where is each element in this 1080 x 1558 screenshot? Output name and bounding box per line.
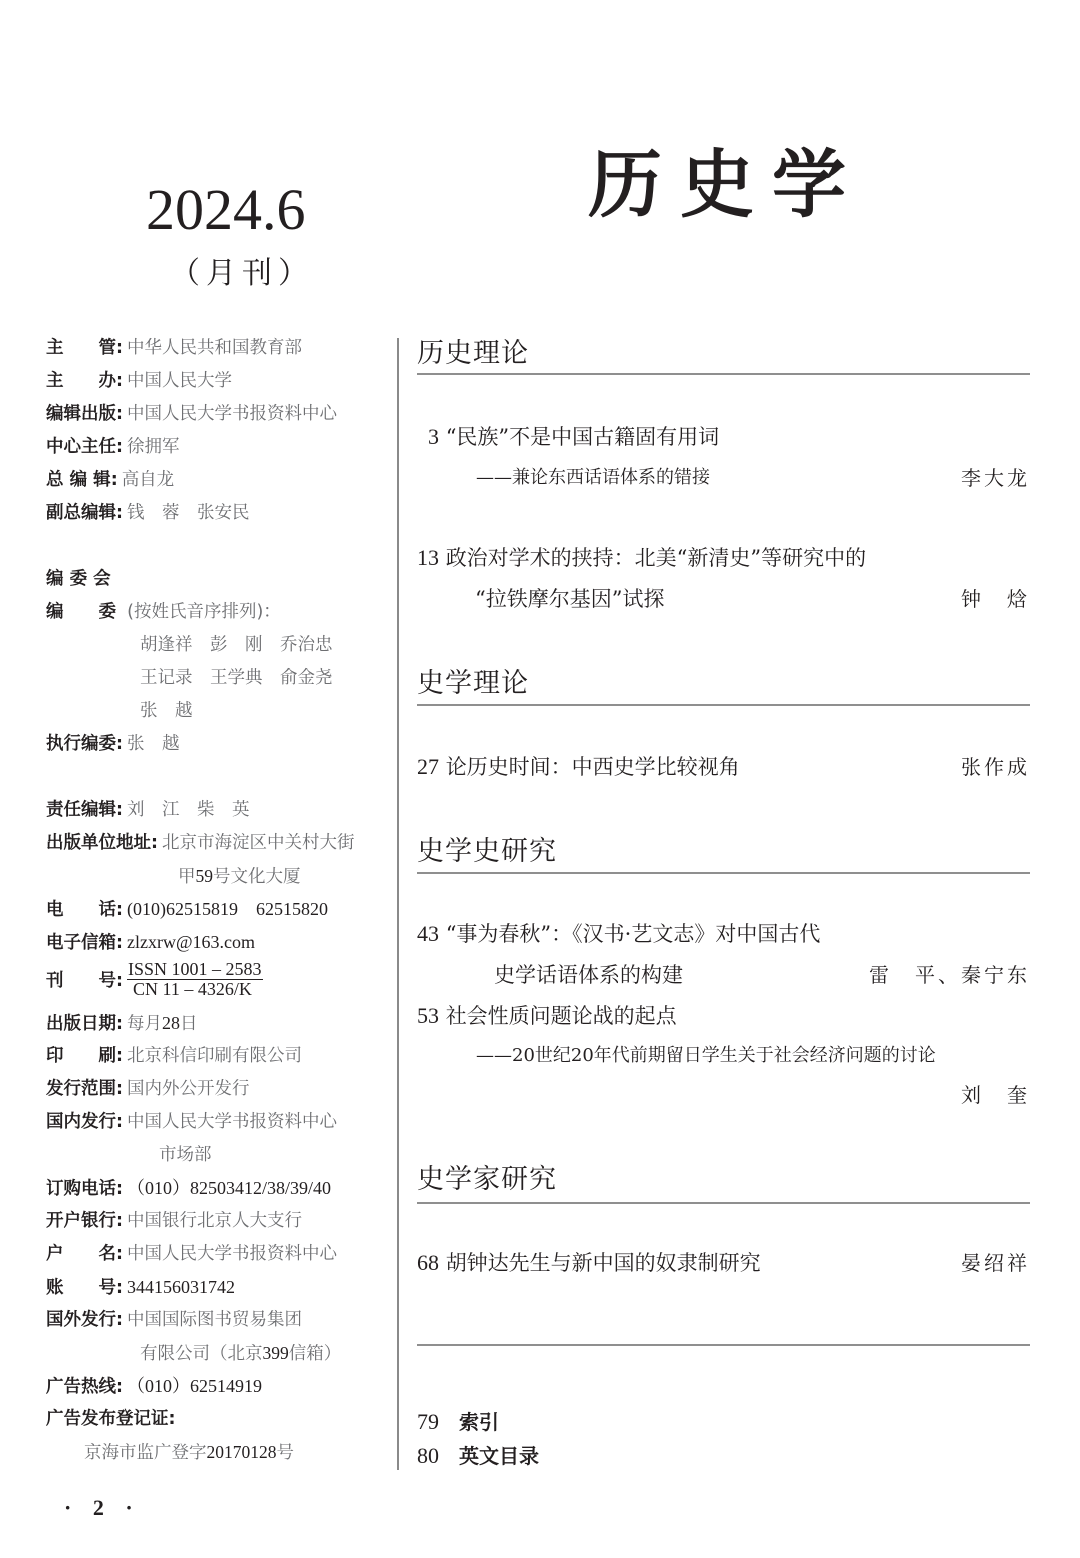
masthead-serial-number: 刊 号: ISSN 1001 – 2583 CN 11 – 4326/K bbox=[46, 959, 262, 999]
masthead-domestic-distribution: 国内发行: 中国人民大学书报资料中心 bbox=[46, 1107, 337, 1137]
masthead-printer: 印 刷: 北京科信印刷有限公司 bbox=[46, 1041, 302, 1071]
board-member-row: 王记录 王学典 俞金尧 bbox=[140, 668, 333, 688]
masthead-label: 刊 号 bbox=[46, 971, 116, 991]
toc-article[interactable] bbox=[417, 1248, 761, 1278]
masthead-label: 发行范围 bbox=[46, 1079, 116, 1099]
masthead-pub-date: 出版日期: 每月28日 bbox=[46, 1008, 198, 1038]
masthead-label: 国内发行 bbox=[46, 1112, 116, 1132]
masthead-value: 中国人民大学书报资料中心 bbox=[127, 404, 337, 424]
section-rule bbox=[417, 872, 1030, 874]
section-heading-history-theory: 历史理论 bbox=[417, 338, 529, 369]
masthead-label: 中心主任 bbox=[46, 437, 116, 457]
masthead-value: 344156031742 bbox=[127, 1277, 235, 1297]
masthead-board-title: 编 委 会 bbox=[46, 569, 111, 589]
masthead-label: 出版日期 bbox=[46, 1014, 116, 1034]
section-heading-history-of-historiography: 史学史研究 bbox=[417, 836, 557, 867]
article-author: 张作成 bbox=[961, 755, 1030, 779]
toc-article[interactable] bbox=[417, 919, 820, 949]
masthead-ad-hotline: 广告热线: （010）62514919 bbox=[46, 1371, 262, 1401]
back-matter-rule bbox=[417, 1344, 1030, 1346]
masthead-label: 编 委 bbox=[46, 602, 116, 622]
article-title: “事为春秋”：《汉书·艺文志》对中国古代 bbox=[445, 922, 821, 946]
board-member-row: 胡逢祥 彭 刚 乔治忠 bbox=[140, 635, 333, 655]
masthead-label: 总 编 辑 bbox=[46, 470, 111, 490]
issue-number: 2024.6 bbox=[146, 177, 306, 242]
masthead-sponsor: 主 办: 中国人民大学 bbox=[46, 366, 232, 396]
article-title: 社会性质问题论战的起点 bbox=[445, 1004, 677, 1028]
masthead-account-number: 账 号: 344156031742 bbox=[46, 1272, 235, 1302]
masthead-label: 账 号 bbox=[46, 1278, 116, 1298]
masthead-label: 主 办 bbox=[46, 371, 116, 391]
masthead-value: 中华人民共和国教育部 bbox=[127, 338, 302, 358]
article-author: 晏绍祥 bbox=[961, 1251, 1030, 1275]
cn-value: CN 11 – 4326/K bbox=[133, 979, 252, 999]
masthead-order-phone: 订购电话: （010）82503412/38/39/40 bbox=[46, 1173, 331, 1203]
article-title: 政治对学术的挟持：北美“新清史”等研究中的 bbox=[445, 546, 867, 570]
masthead-address-line2: 甲59号文化大厦 bbox=[178, 866, 301, 887]
masthead-value: 北京市海淀区中关村大街 bbox=[162, 833, 355, 853]
masthead-value: 钱 蓉 张安民 bbox=[127, 503, 250, 523]
masthead-value: 徐拥军 bbox=[127, 437, 180, 457]
masthead-editor-publisher: 编辑出版: 中国人民大学书报资料中心 bbox=[46, 399, 337, 429]
masthead-value: (010)62515819 62515820 bbox=[127, 899, 328, 919]
back-matter-title: 英文目录 bbox=[459, 1444, 540, 1468]
masthead-label: 出版单位地址 bbox=[46, 833, 151, 853]
masthead-label: 广告热线 bbox=[46, 1377, 116, 1397]
article-author: 雷 平、秦宁东 bbox=[869, 963, 1030, 987]
masthead-value: （010）82503412/38/39/40 bbox=[127, 1178, 332, 1198]
article-page: 68 bbox=[417, 1250, 439, 1275]
masthead-value: 张 越 bbox=[127, 734, 180, 754]
issn-value: ISSN 1001 – 2583 bbox=[128, 959, 262, 979]
toc-article[interactable] bbox=[417, 1001, 677, 1031]
journal-title: 历史学 bbox=[588, 142, 864, 228]
board-member-row: 张 越 bbox=[140, 701, 193, 721]
masthead-value: （010）62514919 bbox=[127, 1376, 262, 1396]
article-page: 13 bbox=[417, 545, 439, 570]
masthead-label: 户 名 bbox=[46, 1244, 116, 1264]
section-heading-historian-studies: 史学家研究 bbox=[417, 1164, 557, 1195]
toc-article[interactable] bbox=[428, 422, 719, 452]
back-matter-page: 80 bbox=[417, 1443, 439, 1468]
article-title-line2: “拉铁摩尔基因”试探 bbox=[475, 587, 665, 611]
toc-article[interactable] bbox=[417, 752, 740, 782]
masthead-phone: 电 话: (010)62515819 62515820 bbox=[46, 894, 328, 924]
masthead-label: 订购电话 bbox=[46, 1179, 116, 1199]
masthead-label: 电 话 bbox=[46, 900, 116, 920]
publication-frequency: （月刊） bbox=[170, 256, 314, 291]
masthead-value: 中国国际图书贸易集团 bbox=[127, 1310, 302, 1330]
masthead-domestic-distribution-line2: 市场部 bbox=[159, 1145, 212, 1165]
email-link[interactable]: zlzxrw@163.com bbox=[127, 932, 256, 952]
masthead-label: 广告发布登记证 bbox=[46, 1409, 169, 1429]
article-author: 钟 焓 bbox=[961, 587, 1030, 611]
masthead-deputy-editors: 副总编辑: 钱 蓉 张安民 bbox=[46, 498, 250, 528]
article-title: 胡钟达先生与新中国的奴隶制研究 bbox=[445, 1251, 761, 1275]
article-page: 3 bbox=[428, 424, 439, 449]
masthead-label: 执行编委 bbox=[46, 734, 116, 754]
back-matter-page: 79 bbox=[417, 1409, 439, 1434]
article-title: 论历史时间：中西史学比较视角 bbox=[445, 755, 740, 779]
masthead-label: 开户银行 bbox=[46, 1211, 116, 1231]
article-title-line2: 史学话语体系的构建 bbox=[494, 963, 683, 987]
masthead-value: 北京科信印刷有限公司 bbox=[127, 1046, 302, 1066]
masthead-board-members bbox=[46, 597, 281, 627]
masthead-ad-license: 广告发布登记证: bbox=[46, 1404, 180, 1434]
masthead-account-name: 户 名: 中国人民大学书报资料中心 bbox=[46, 1239, 337, 1269]
masthead-label: 责任编辑 bbox=[46, 800, 116, 820]
page-number: · 2 · bbox=[64, 1495, 141, 1520]
section-heading-historiography-theory: 史学理论 bbox=[417, 668, 529, 699]
masthead-label: 副总编辑 bbox=[46, 503, 116, 523]
article-title: “民族”不是中国古籍固有用词 bbox=[445, 425, 720, 449]
masthead-overseas-distribution: 国外发行: 中国国际图书贸易集团 bbox=[46, 1305, 302, 1335]
masthead-email: 电子信箱: zlzxrw@163.com bbox=[46, 927, 255, 957]
masthead-editor-in-chief: 总 编 辑: 高自龙 bbox=[46, 465, 174, 495]
article-page: 43 bbox=[417, 921, 439, 946]
column-divider bbox=[397, 338, 399, 1470]
back-matter-title: 索引 bbox=[459, 1410, 500, 1434]
masthead-label: 印 刷 bbox=[46, 1046, 116, 1066]
toc-back-matter-english-contents[interactable] bbox=[417, 1441, 539, 1471]
article-author: 刘 奎 bbox=[961, 1083, 1030, 1107]
article-author: 李大龙 bbox=[961, 466, 1030, 490]
section-rule bbox=[417, 704, 1030, 706]
masthead-ad-license-value: 京海市监广登字20170128号 bbox=[84, 1442, 294, 1463]
masthead-overseas-distribution-line2: 有限公司（北京399信箱） bbox=[140, 1343, 342, 1364]
masthead-supervisor: 主 管: 中华人民共和国教育部 bbox=[46, 333, 302, 363]
masthead-value: 高自龙 bbox=[121, 470, 175, 490]
masthead-bank: 开户银行: 中国银行北京人大支行 bbox=[46, 1206, 302, 1236]
masthead-label: 编辑出版 bbox=[46, 404, 116, 424]
masthead-value: 中国人民大学书报资料中心 bbox=[127, 1244, 337, 1264]
article-subtitle: ——20世纪20年代前期留日学生关于社会经济问题的讨论 bbox=[476, 1045, 936, 1066]
masthead-value: 刘 江 柴 英 bbox=[127, 800, 250, 820]
masthead-label: 电子信箱 bbox=[46, 933, 116, 953]
masthead-distribution-scope: 发行范围: 国内外公开发行 bbox=[46, 1074, 250, 1104]
article-page: 53 bbox=[417, 1003, 439, 1028]
masthead-responsible-editors: 责任编辑: 刘 江 柴 英 bbox=[46, 795, 250, 825]
masthead-label: 国外发行 bbox=[46, 1310, 116, 1330]
masthead-address: 出版单位地址: 北京市海淀区中关村大街 bbox=[46, 828, 355, 858]
masthead-value: 中国人民大学 bbox=[127, 371, 232, 391]
masthead-value: 中国人民大学书报资料中心 bbox=[127, 1112, 337, 1132]
section-rule bbox=[417, 373, 1030, 375]
issn-cn-stack bbox=[127, 960, 263, 999]
section-rule bbox=[417, 1202, 1030, 1204]
masthead-label: 主 管 bbox=[46, 338, 116, 358]
masthead-value: 中国银行北京人大支行 bbox=[127, 1211, 302, 1231]
article-subtitle: ——兼论东西话语体系的错接 bbox=[476, 467, 710, 488]
masthead-note: (按姓氏音序排列)： bbox=[127, 602, 281, 622]
article-page: 27 bbox=[417, 754, 439, 779]
masthead-executive-editor: 执行编委: 张 越 bbox=[46, 729, 180, 759]
masthead-value: 国内外公开发行 bbox=[127, 1079, 250, 1099]
toc-article[interactable] bbox=[417, 543, 866, 573]
masthead-center-director: 中心主任: 徐拥军 bbox=[46, 432, 180, 462]
toc-back-matter-index[interactable] bbox=[417, 1407, 499, 1437]
